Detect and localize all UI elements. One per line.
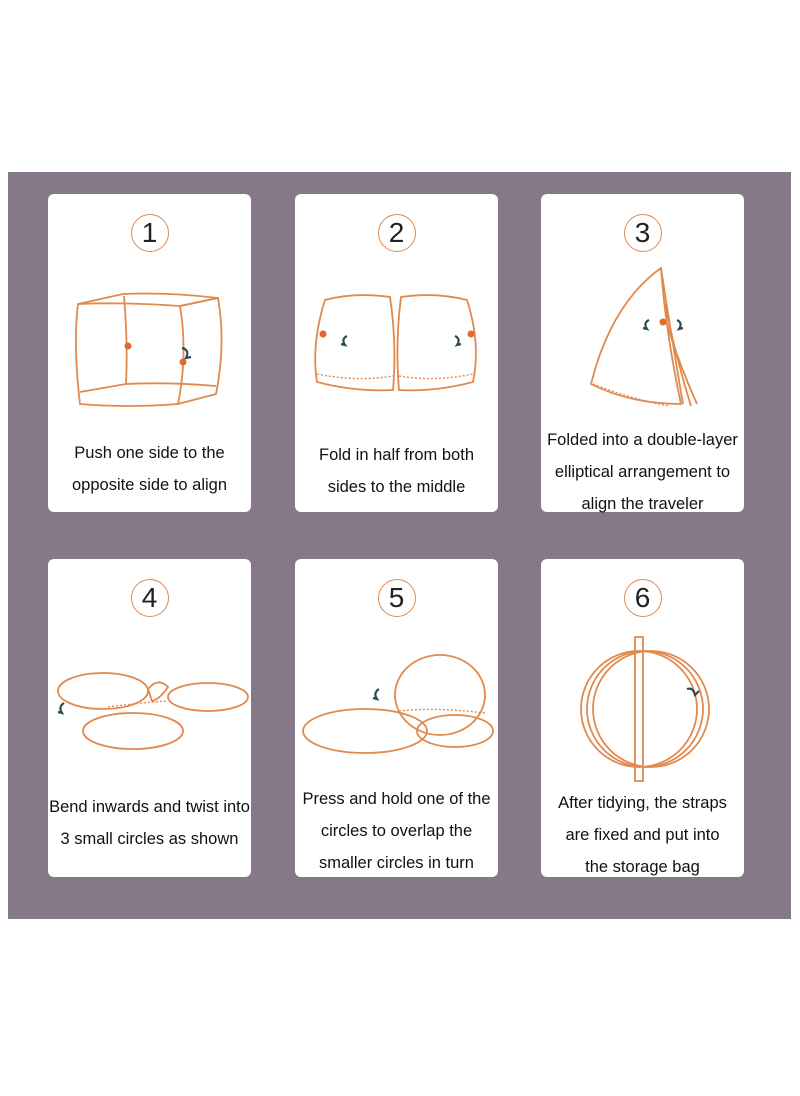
step-caption: Bend inwards and twist into 3 small circles as shown	[49, 798, 250, 848]
step-number-badge: 2	[378, 214, 416, 252]
step-2-illustration	[295, 264, 498, 434]
step-caption: Press and hold one of the circles to overlap the smaller circles in turn	[302, 790, 491, 872]
rotate-arrow-icon	[58, 703, 64, 713]
step-6-illustration	[541, 629, 744, 799]
step-card-1	[48, 194, 251, 512]
rotate-arrow-icon	[687, 689, 699, 695]
step-number-badge: 1	[131, 214, 169, 252]
step-card-3	[541, 194, 744, 512]
step-card-5	[295, 559, 498, 877]
rotate-arrow-icon	[643, 320, 649, 329]
step-card-6	[541, 559, 744, 877]
rotate-arrow-icon	[455, 336, 461, 345]
step-3-illustration	[541, 264, 744, 434]
step-card-4	[48, 559, 251, 877]
instruction-panel	[8, 172, 791, 919]
rotate-arrow-icon	[373, 689, 379, 699]
step-card-2	[295, 194, 498, 512]
rotate-arrow-icon	[677, 320, 683, 329]
step-4-illustration	[48, 629, 251, 799]
step-number-badge: 6	[624, 579, 662, 617]
rotate-arrow-icon	[341, 336, 347, 345]
step-1-illustration	[48, 264, 251, 434]
step-caption: Push one side to the opposite side to align	[71, 444, 228, 494]
step-caption: Fold in half from both sides to the middle	[319, 446, 474, 496]
step-number-badge: 3	[624, 214, 662, 252]
step-caption: After tidying, the straps are fixed and put into the storage bag	[558, 794, 727, 876]
step-5-illustration	[295, 629, 498, 799]
step-number-badge: 4	[131, 579, 169, 617]
step-caption: Folded into a double-layer elliptical arrangement to align the traveler	[547, 431, 738, 513]
step-number-badge: 5	[378, 579, 416, 617]
